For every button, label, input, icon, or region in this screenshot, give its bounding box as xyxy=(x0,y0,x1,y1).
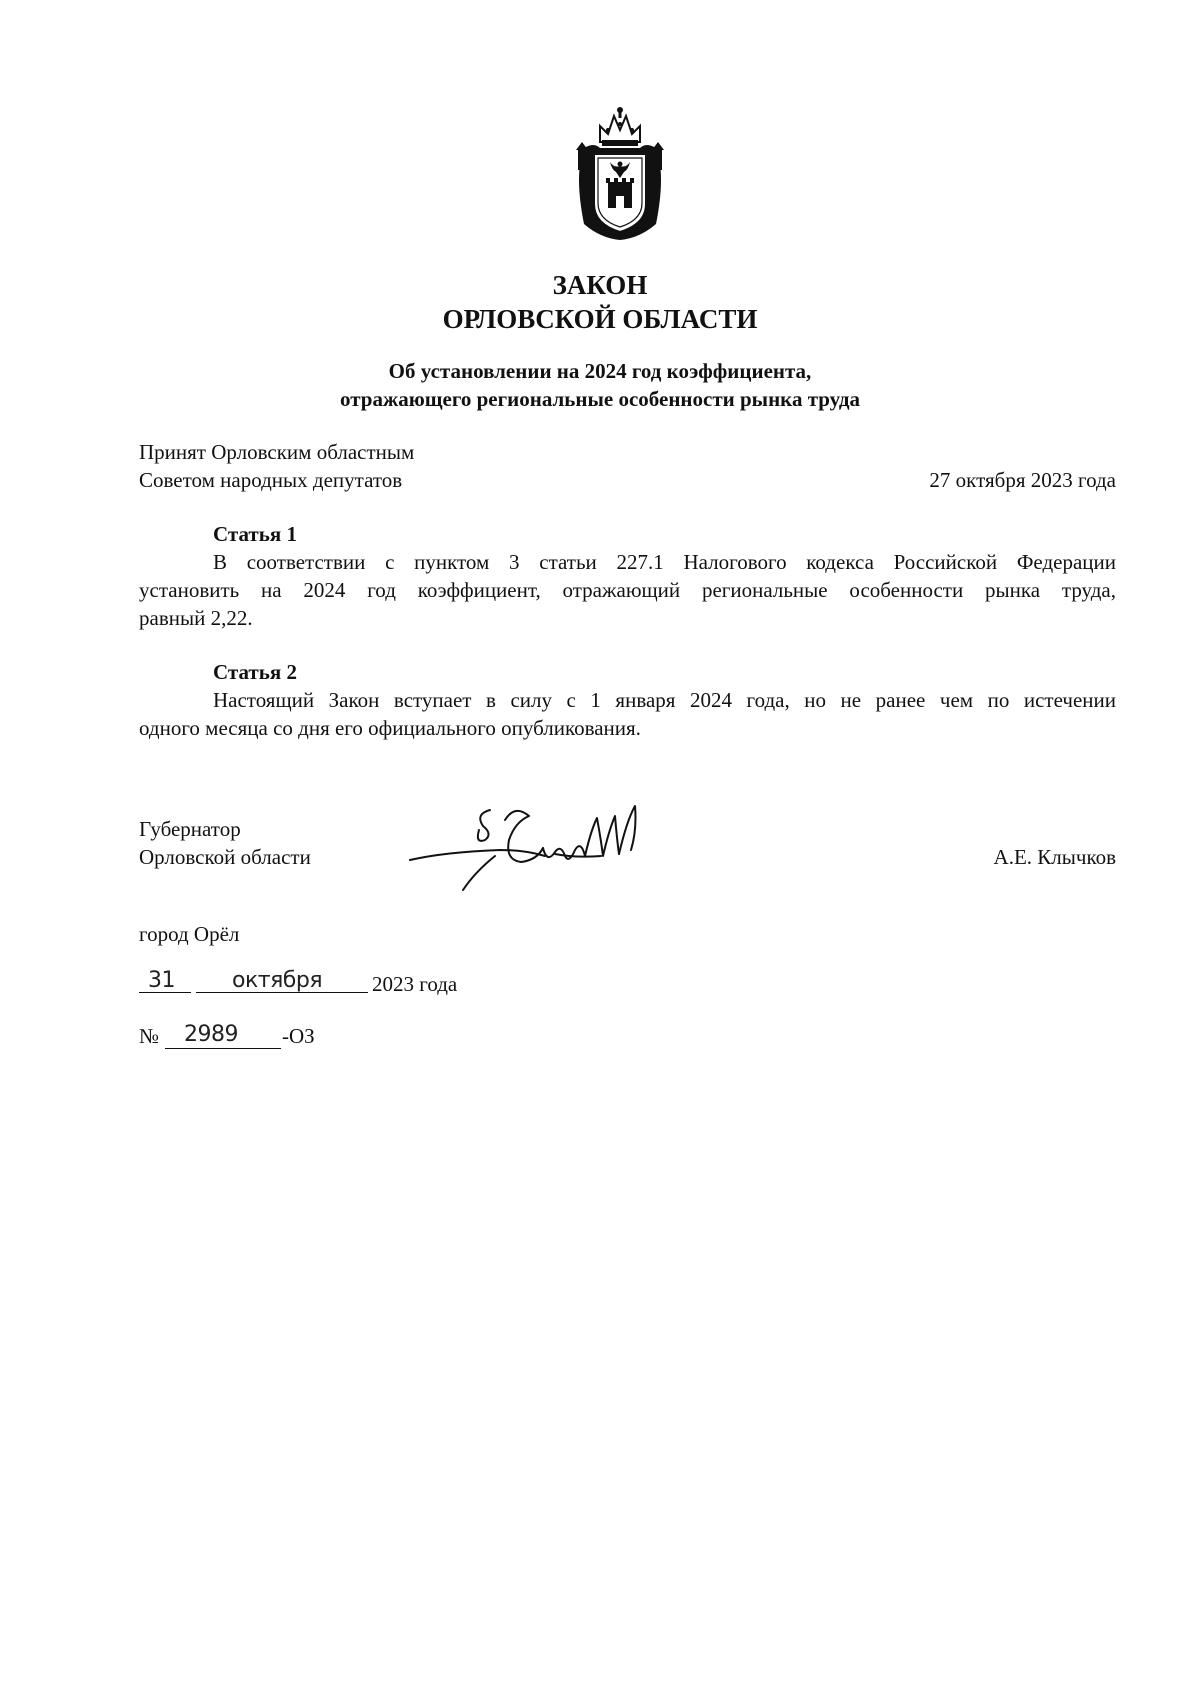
document-title-line-2: ОРЛОВСКОЙ ОБЛАСТИ xyxy=(442,304,758,334)
document-title-line-1: ЗАКОН xyxy=(552,270,648,300)
handwritten-day: 31 xyxy=(148,968,175,993)
city-name: город Орёл xyxy=(139,922,240,946)
article-1-line-3: равный 2,22. xyxy=(139,606,253,630)
coat-of-arms-icon xyxy=(570,104,670,242)
number-sign: № xyxy=(139,1024,160,1048)
signature-image xyxy=(405,800,665,900)
handwritten-month: октября xyxy=(232,968,323,993)
article-2-line-2: одного месяца со дня его официального опубликования. xyxy=(139,716,641,740)
document-subtitle-line-1: Об установлении на 2024 год коэффициента, xyxy=(388,359,812,383)
date-year: 2023 года xyxy=(372,972,458,996)
adoption-line-2: Советом народных депутатов xyxy=(139,468,403,492)
handwritten-number: 2989 xyxy=(184,1022,238,1047)
article-2-line-1: Настоящий Закон вступает в силу с 1 января 2024 года, но не ранее чем по истечении xyxy=(213,688,1116,712)
article-2-heading: Статья 2 xyxy=(213,660,297,684)
adoption-line-1: Принят Орловским областным xyxy=(139,440,415,464)
number-underline xyxy=(165,1048,281,1049)
article-1-heading: Статья 1 xyxy=(213,522,297,546)
adoption-date: 27 октября 2023 года xyxy=(929,468,1116,492)
number-suffix: -ОЗ xyxy=(282,1024,315,1048)
signatory-name: А.Е. Клычков xyxy=(993,845,1116,869)
article-1-line-1: В соответствии с пунктом 3 статьи 227.1 Налогового кодекса Российской Федерации xyxy=(213,550,1116,574)
signatory-position-line-1: Губернатор xyxy=(139,817,241,841)
signatory-position-line-2: Орловской области xyxy=(139,845,311,869)
document-subtitle-line-2: отражающего региональные особенности рынка труда xyxy=(340,387,860,411)
article-1-line-2: установить на 2024 год коэффициент, отражающий региональные особенности рынка труда, xyxy=(139,578,1116,602)
